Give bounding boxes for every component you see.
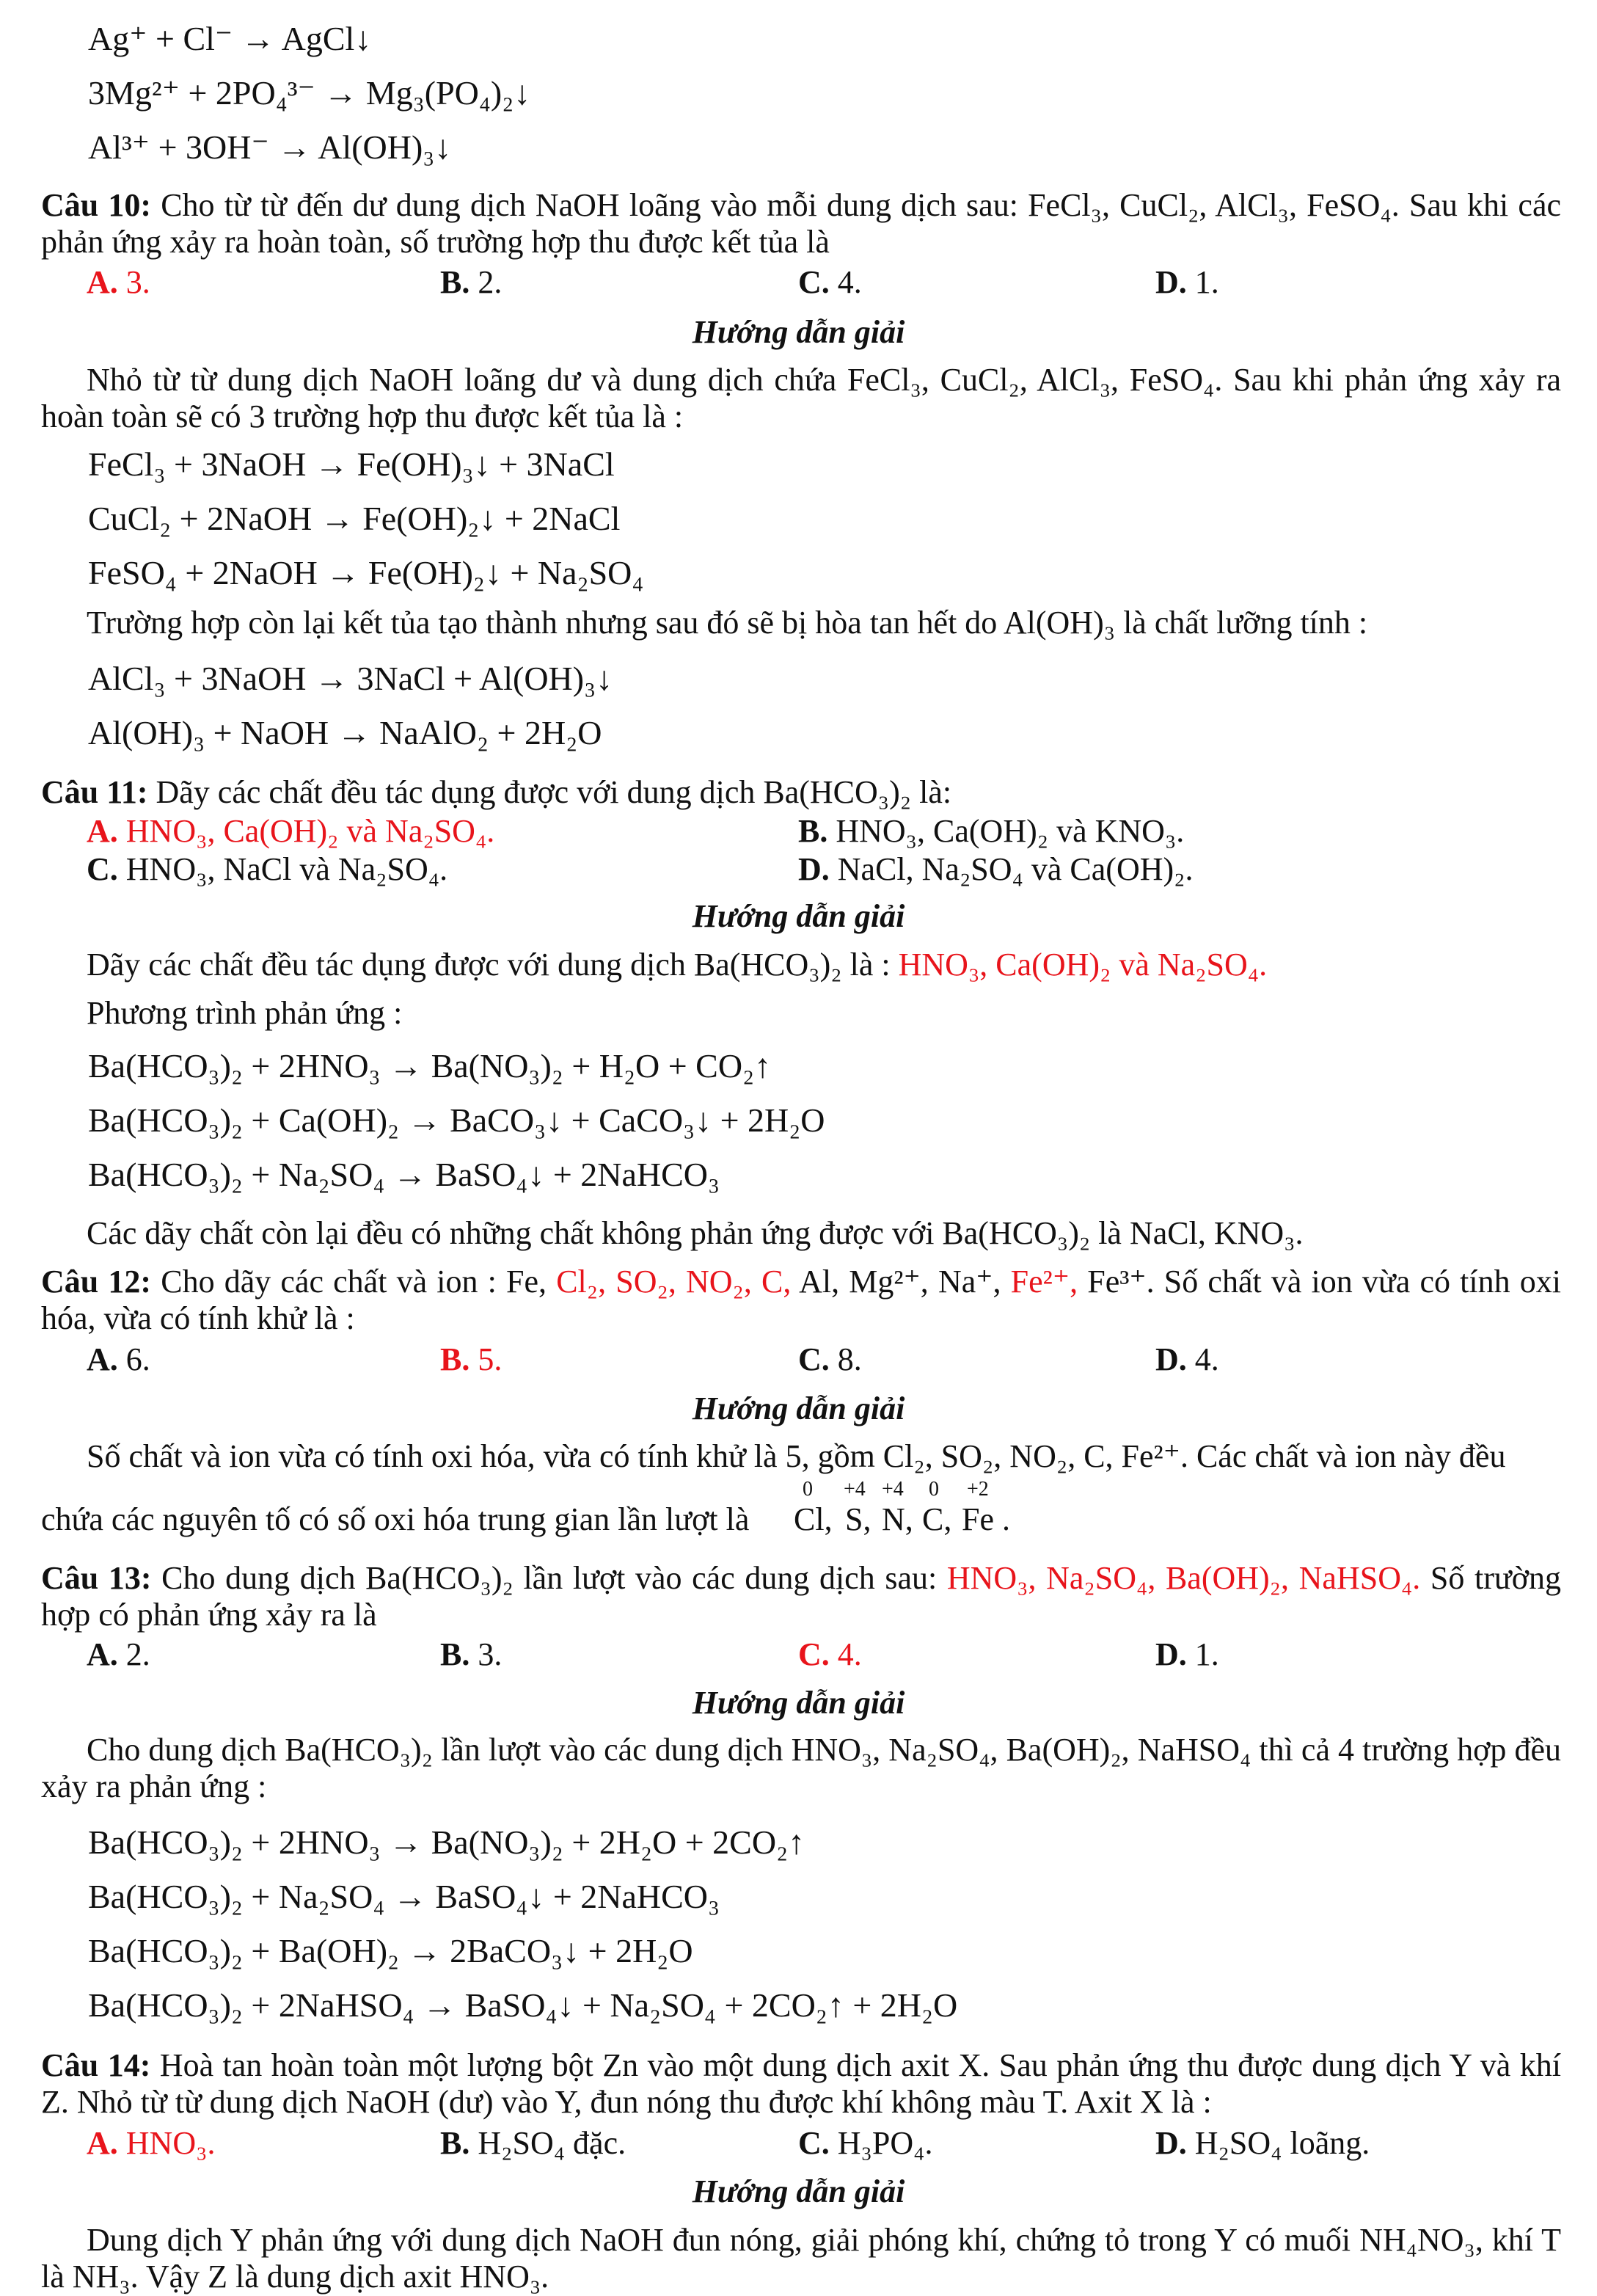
element-with-oxidation: N, — [882, 1501, 913, 1537]
option-a: A. 3. — [87, 264, 150, 300]
oxidation-state: +2 — [967, 1478, 989, 1501]
option-d: D. NaCl, Na₂SO₄ và Ca(OH)₂. — [798, 851, 1194, 887]
equation: Ba(HCO₃)₂ + Na₂SO₄ → BaSO₄↓ + 2NaHCO₃ — [88, 1156, 720, 1193]
equation: AlCl₃ + 3NaOH → 3NaCl + Al(OH)₃↓ — [88, 660, 613, 697]
oxidation-state: +4 — [844, 1478, 866, 1501]
equation: Al³⁺ + 3OH⁻ → Al(OH)₃↓ — [88, 128, 452, 166]
explanation-text: Các dãy chất còn lại đều có những chất không phản ứng được với Ba(HCO₃)₂ là NaCl, KNO₃. — [87, 1215, 1304, 1251]
question-14 — [41, 2047, 1561, 2121]
option-b: B. HNO₃, Ca(OH)₂ và KNO₃. — [798, 813, 1185, 849]
answer-highlight: HNO₃, Ca(OH)₂ và Na₂SO₄. — [898, 947, 1268, 983]
question-text: Cho từ từ đến dư dung dịch NaOH loãng vào mỗi dung dịch sau: FeCl₃, CuCl₂, AlCl₃, FeSO₄. Sau khi các phản ứng xảy ra hoàn toàn, số trường hợp thu được kết tủa là — [41, 187, 1561, 260]
equation: Ba(HCO₃)₂ + Ba(OH)₂ → 2BaCO₃↓ + 2H₂O — [88, 1932, 693, 1969]
option-c: C. 4. — [798, 1636, 862, 1672]
option-b: B. H₂SO₄ đặc. — [440, 2125, 626, 2161]
option-d: D. 1. — [1155, 1636, 1219, 1672]
oxidation-state: 0 — [803, 1478, 813, 1501]
equation: Ba(HCO₃)₂ + 2HNO₃ → Ba(NO₃)₂ + H₂O + CO₂↑ — [88, 1047, 772, 1085]
guide-heading: Hướng dẫn giải — [692, 1685, 905, 1721]
equation: FeCl₃ + 3NaOH → Fe(OH)₃↓ + 3NaCl — [88, 445, 615, 483]
option-d: D. H₂SO₄ loãng. — [1155, 2125, 1370, 2161]
option-a: A. HNO₃, Ca(OH)₂ và Na₂SO₄. — [87, 813, 495, 849]
equation: Ba(HCO₃)₂ + 2HNO₃ → Ba(NO₃)₂ + 2H₂O + 2CO₂↑ — [88, 1823, 805, 1861]
explanation-text: Cho dung dịch Ba(HCO₃)₂ lần lượt vào các dung dịch HNO₃, Na₂SO₄, Ba(OH)₂, NaHSO₄ thì cả 4 trường hợp đều xảy ra phản ứng : — [41, 1732, 1561, 1804]
option-c: C. 8. — [798, 1341, 862, 1377]
guide-heading: Hướng dẫn giải — [692, 314, 905, 350]
option-a: A. 6. — [87, 1341, 150, 1377]
equation: CuCl₂ + 2NaOH → Fe(OH)₂↓ + 2NaCl — [88, 500, 621, 537]
explanation-text: Dãy các chất đều tác dụng được với dung dịch Ba(HCO₃)₂ là : HNO₃, Ca(OH)₂ và Na₂SO₄. — [87, 947, 1268, 983]
question-label: Câu 12: — [41, 1264, 152, 1300]
option-a: A. HNO₃. — [87, 2125, 216, 2161]
question-label: Câu 14: — [41, 2047, 151, 2083]
equation: FeSO₄ + 2NaOH → Fe(OH)₂↓ + Na₂SO₄ — [88, 554, 644, 591]
explanation-text: chứa các nguyên tố có số oxi hóa trung gian lần lượt là — [41, 1501, 750, 1537]
option-b: B. 3. — [440, 1636, 503, 1672]
element-with-oxidation: Fe . — [962, 1501, 1010, 1537]
explanation-text: Phương trình phản ứng : — [87, 995, 403, 1031]
option-a: A. 2. — [87, 1636, 150, 1672]
explanation-text: Dung dịch Y phản ứng với dung dịch NaOH đun nóng, giải phóng khí, chứng tỏ trong Y có muối NH₄NO₃, khí T là NH₃. Vậy Z là dung dịch axit HNO₃. — [41, 2222, 1561, 2295]
option-b: B. 2. — [440, 264, 503, 300]
equation: Ba(HCO₃)₂ + 2NaHSO₄ → BaSO₄↓ + Na₂SO₄ + 2CO₂↑ + 2H₂O — [88, 1986, 958, 2024]
guide-heading: Hướng dẫn giải — [692, 1391, 905, 1426]
option-c: C. H₃PO₄. — [798, 2125, 933, 2161]
explanation-text: Số chất và ion vừa có tính oxi hóa, vừa có tính khử là 5, gồm Cl₂, SO₂, NO₂, C, Fe²⁺. Các chất và ion này đều — [87, 1438, 1506, 1474]
equation: Al(OH)₃ + NaOH → NaAlO₂ + 2H₂O — [88, 714, 602, 751]
equation: Ba(HCO₃)₂ + Ca(OH)₂ → BaCO₃↓ + CaCO₃↓ + 2H₂O — [88, 1101, 825, 1139]
question-label: Câu 13: — [41, 1560, 152, 1596]
question-label: Câu 11: — [41, 774, 148, 810]
equation: Ag⁺ + Cl⁻ → AgCl↓ — [88, 20, 372, 57]
question-text: Dãy các chất đều tác dụng được với dung dịch Ba(HCO₃)₂ là: — [156, 774, 952, 810]
explanation-text: Nhỏ từ từ dung dịch NaOH loãng dư và dung dịch chứa FeCl₃, CuCl₂, AlCl₃, FeSO₄. Sau khi phản ứng xảy ra hoàn toàn sẽ có 3 trường hợp thu được kết tủa là : — [41, 362, 1561, 434]
guide-heading: Hướng dẫn giải — [692, 898, 905, 934]
question-label: Câu 10: — [41, 187, 152, 223]
element-with-oxidation: S, — [845, 1501, 871, 1537]
oxidation-state: 0 — [929, 1478, 939, 1501]
element-with-oxidation: Cl, — [794, 1501, 833, 1537]
option-d: D. 4. — [1155, 1341, 1219, 1377]
option-d: D. 1. — [1155, 264, 1219, 300]
option-c: C. 4. — [798, 264, 862, 300]
option-b: B. 5. — [440, 1341, 503, 1377]
question-10 — [41, 187, 1561, 260]
element-with-oxidation: C, — [922, 1501, 952, 1537]
question-13: Câu 13: Cho dung dịch Ba(HCO₃)₂ lần lượt vào các dung dịch sau: HNO₃, Na₂SO₄, Ba(OH)₂, NaHSO₄. Số trường hợp có phản ứng xảy ra là — [41, 1560, 1562, 1633]
question-text: Hoà tan hoàn toàn một lượng bột Zn vào một dung dịch axit X. Sau phản ứng thu được dung dịch Y và khí Z. Nhỏ từ từ dung dịch NaOH (dư) vào Y, đun nóng thu được khí không màu T. Axit X là : — [41, 2047, 1561, 2120]
question-11 — [41, 774, 1561, 811]
guide-heading: Hướng dẫn giải — [692, 2173, 905, 2209]
equation: Ba(HCO₃)₂ + Na₂SO₄ → BaSO₄↓ + 2NaHCO₃ — [88, 1878, 720, 1915]
option-c: C. HNO₃, NaCl và Na₂SO₄. — [87, 851, 448, 887]
explanation-text: Trường hợp còn lại kết tủa tạo thành nhưng sau đó sẽ bị hòa tan hết do Al(OH)₃ là chất lưỡng tính : — [87, 605, 1368, 641]
equation: 3Mg²⁺ + 2PO₄³⁻ → Mg₃(PO₄)₂↓ — [88, 74, 531, 112]
oxidation-state: +4 — [882, 1478, 904, 1501]
question-12: Câu 12: Cho dãy các chất và ion : Fe, Cl₂, SO₂, NO₂, C, Al, Mg²⁺, Na⁺, Fe²⁺, Fe³⁺. Số chất và ion vừa có tính oxi hóa, vừa có tính khử là : — [41, 1264, 1561, 1336]
